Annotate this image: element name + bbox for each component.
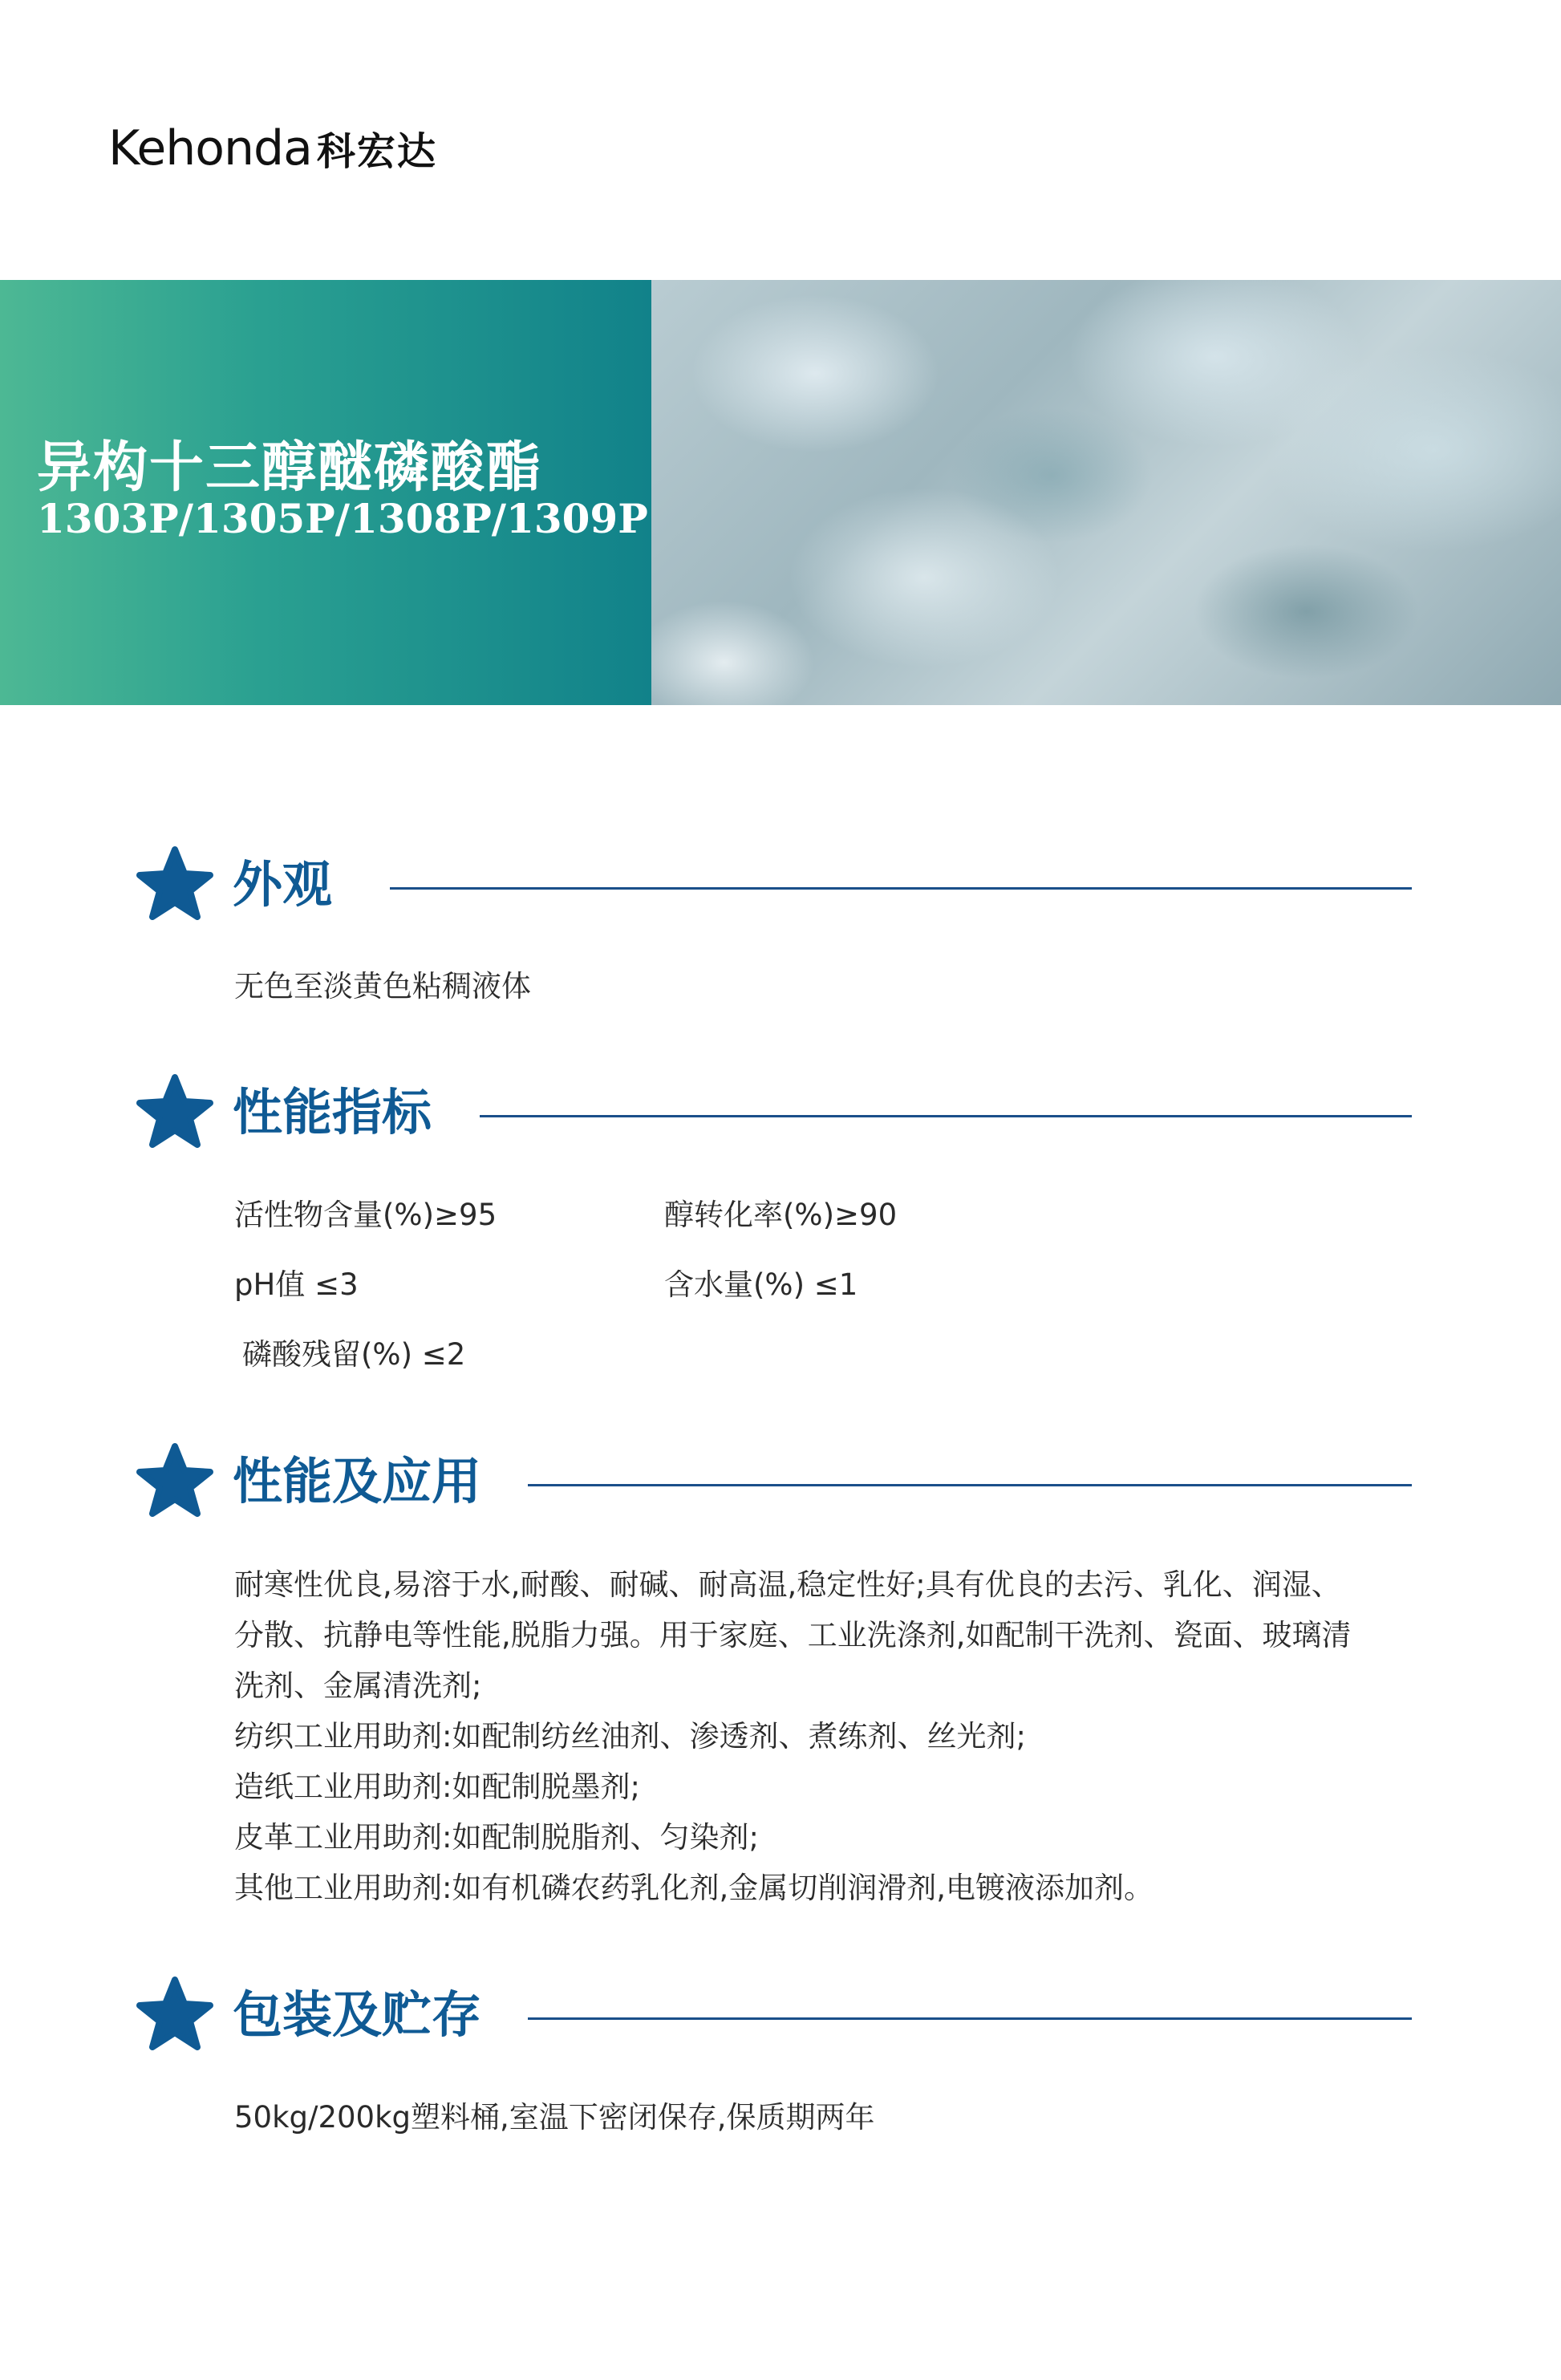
packaging-text: 50kg/200kg塑料桶,室温下密闭保存,保质期两年 (234, 2100, 875, 2135)
section-header-packaging (135, 1975, 1418, 2055)
banner-gradient-panel (0, 280, 651, 705)
spec-alcohol-conversion: 醇转化率(%)≥90 (664, 1198, 898, 1232)
brand-logo (108, 120, 437, 176)
section-header-appearance (135, 845, 1418, 925)
product-models: 1303P/1305P/1308P/1309P (37, 495, 648, 542)
spec-active-content: 活性物含量(%)≥95 (234, 1198, 497, 1232)
applications-line: 造纸工业用助剂:如配制脱墨剂; (234, 1770, 640, 1804)
applications-line: 分散、抗静电等性能,脱脂力强。用于家庭、工业洗涤剂,如配制干洗剂、瓷面、玻璃清 (234, 1618, 1352, 1652)
product-title: 异构十三醇醚磷酸酯 (37, 436, 543, 500)
star-icon (135, 845, 215, 925)
section-divider (528, 2017, 1412, 2020)
section-divider (480, 1115, 1412, 1117)
hero-banner (0, 280, 1561, 705)
section-header-specs (135, 1072, 1418, 1153)
applications-line: 其他工业用助剂:如有机磷农药乳化剂,金属切削润滑剂,电镀液添加剂。 (234, 1871, 1154, 1905)
spec-phosphoric-residue: 磷酸残留(%) ≤2 (242, 1337, 466, 1372)
section-header-applications (135, 1441, 1418, 1522)
star-icon (135, 1441, 215, 1522)
section-title: 性能及应用 (233, 1452, 482, 1510)
star-icon (135, 1975, 215, 2055)
spec-water-content: 含水量(%) ≤1 (664, 1267, 858, 1302)
section-title: 性能指标 (233, 1083, 432, 1141)
foam-photo (651, 280, 1561, 705)
section-title: 包装及贮存 (233, 1985, 482, 2044)
applications-line: 皮革工业用助剂:如配制脱脂剂、匀染剂; (234, 1820, 759, 1855)
appearance-text: 无色至淡黄色粘稠液体 (234, 969, 531, 1003)
section-title: 外观 (233, 855, 333, 914)
section-divider (390, 887, 1412, 890)
spec-ph: pH值 ≤3 (234, 1267, 359, 1302)
star-icon (135, 1072, 215, 1153)
section-divider (528, 1484, 1412, 1486)
logo-latin-text: Kehonda (108, 120, 312, 176)
logo-cjk-text: 科宏达 (316, 129, 437, 174)
applications-line: 耐寒性优良,易溶于水,耐酸、耐碱、耐高温,稳定性好;具有优良的去污、乳化、润湿、 (234, 1567, 1341, 1602)
applications-line: 纺织工业用助剂:如配制纺丝油剂、渗透剂、煮练剂、丝光剂; (234, 1719, 1026, 1754)
applications-line: 洗剂、金属清洗剂; (234, 1668, 482, 1703)
